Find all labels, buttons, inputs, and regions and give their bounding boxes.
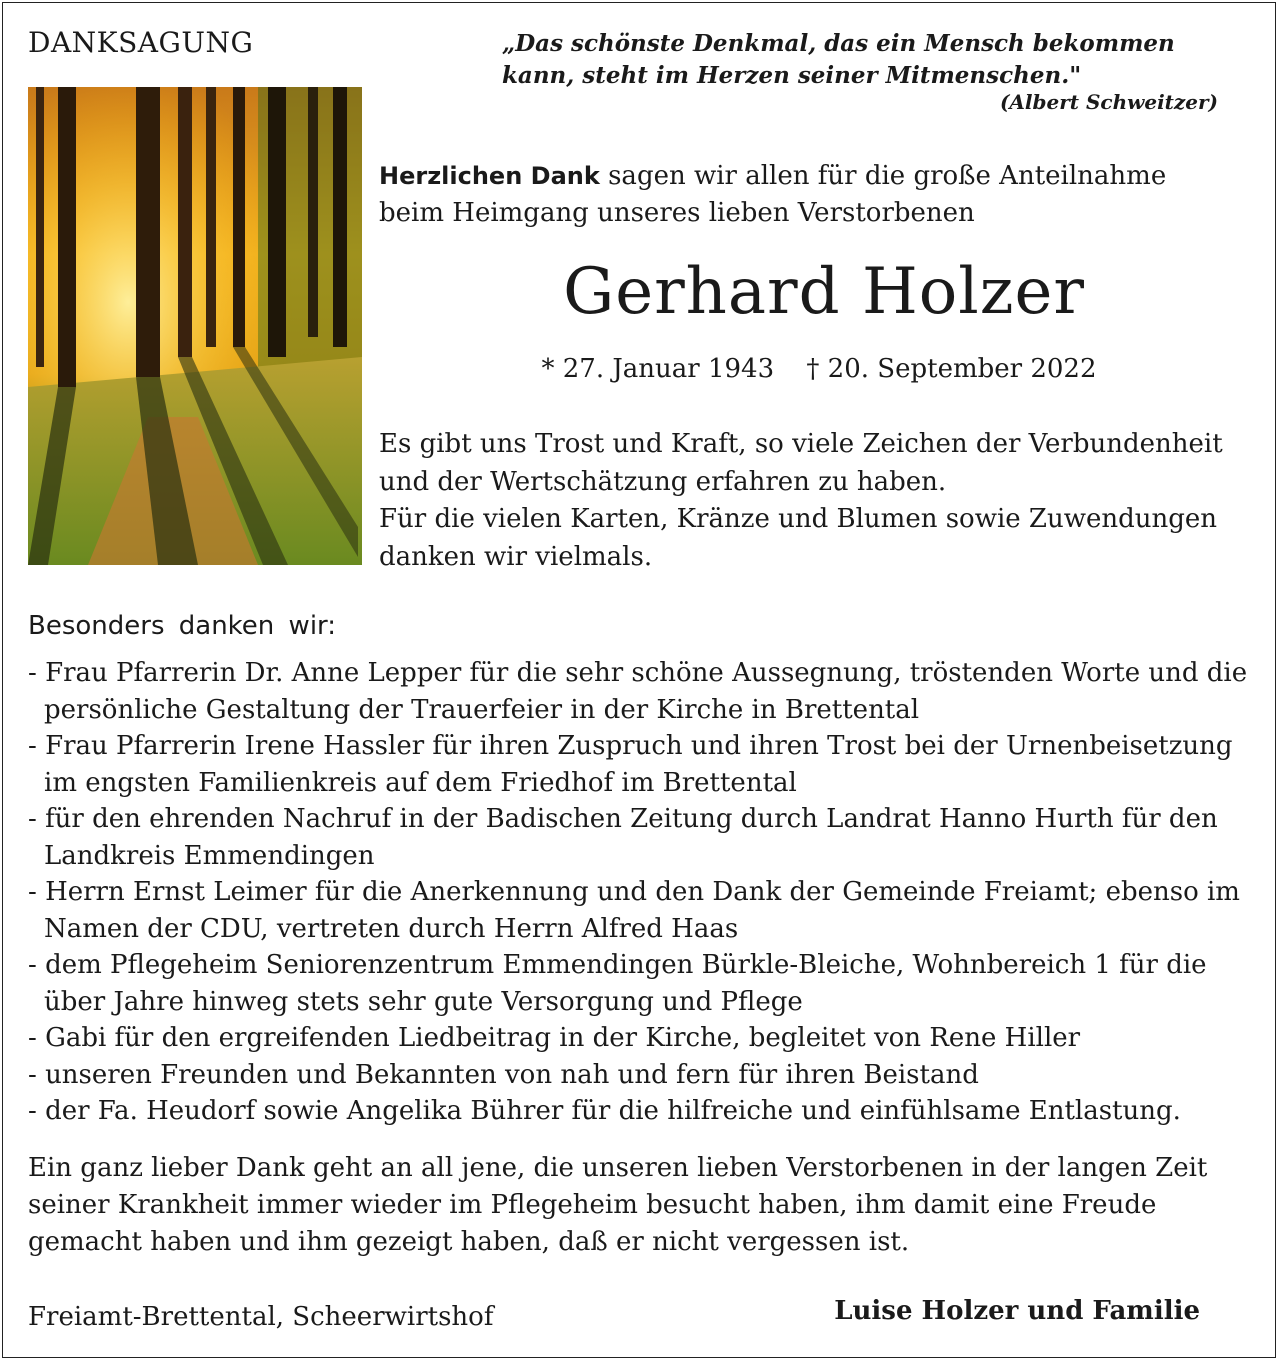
quote xyxy=(502,28,1222,92)
thanks-list xyxy=(28,655,1258,1130)
intro-text xyxy=(379,158,1239,232)
page-title: DANKSAGUNG xyxy=(28,26,254,59)
life-dates xyxy=(379,350,1259,388)
intro-body: sagen wir allen für die große Anteilnahme beim Heimgang unseres lieben Verstorbenen xyxy=(379,161,1167,228)
comfort-text xyxy=(379,426,1259,576)
thanks-heading: Besonders danken wir: xyxy=(28,611,337,641)
list-item: - für den ehrenden Nachruf in der Badischen Zeitung durch Landrat Hanno Hurth für den Landkreis Emmendingen xyxy=(28,801,1258,874)
list-item: - Frau Pfarrerin Dr. Anne Lepper für die sehr schöne Aussegnung, tröstenden Worte und die persönliche Gestaltung der Trauerfeier in der Kirche in Brettental xyxy=(28,655,1258,728)
birth-date: * 27. Januar 1943 xyxy=(541,354,775,384)
forest-sunlight-image xyxy=(28,87,362,565)
list-item: - Gabi für den ergreifenden Liedbeitrag in der Kirche, begleitet von Rene Hiller xyxy=(28,1020,1258,1057)
forest-photo xyxy=(28,87,362,565)
list-item: - dem Pflegeheim Seniorenzentrum Emmendingen Bürkle-Bleiche, Wohnbereich 1 für die über Jahre hinweg stets sehr gute Versorgung und Pflege xyxy=(28,947,1258,1020)
deceased-name: Gerhard Holzer xyxy=(563,255,1085,329)
list-item: - unseren Freunden und Bekannten von nah und fern für ihren Beistand xyxy=(28,1057,1258,1094)
death-date: † 20. September 2022 xyxy=(806,354,1097,384)
list-item: - der Fa. Heudorf sowie Angelika Bührer für die hilfreiche und einfühlsame Entlastung. xyxy=(28,1093,1258,1130)
intro-lead: Herzlichen Dank xyxy=(379,162,600,190)
quote-text: „Das schönste Denkmal, das ein Mensch bekommen kann, steht im Herzen seiner Mitmenschen." xyxy=(502,30,1175,89)
quote-author: (Albert Schweitzer) xyxy=(999,90,1218,114)
list-item: - Frau Pfarrerin Irene Hassler für ihren Zuspruch und ihren Trost bei der Urnenbeisetzung im engsten Familienkreis auf dem Friedhof im Brettental xyxy=(28,728,1258,801)
signature: Luise Holzer und Familie xyxy=(834,1296,1200,1326)
place-line: Freiamt-Brettental, Scheerwirtshof xyxy=(28,1302,494,1332)
comfort-paragraph-2: Für die vielen Karten, Kränze und Blumen sowie Zuwendungen danken wir vielmals. xyxy=(379,504,1218,572)
comfort-paragraph-1: Es gibt uns Trost und Kraft, so viele Zeichen der Verbundenheit und der Wertschätzung erfahren zu haben. xyxy=(379,429,1223,497)
closing-paragraph: Ein ganz lieber Dank geht an all jene, die unseren lieben Verstorbenen in der langen Zeit seiner Krankheit immer wieder im Pflegeheim besucht haben, ihm damit eine Freude gemacht haben und ihm gezeigt haben, daß er nicht vergessen ist. xyxy=(28,1153,1208,1257)
list-item: - Herrn Ernst Leimer für die Anerkennung und den Dank der Gemeinde Freiamt; ebenso im Namen der CDU, vertreten durch Herrn Alfred Haas xyxy=(28,874,1258,947)
